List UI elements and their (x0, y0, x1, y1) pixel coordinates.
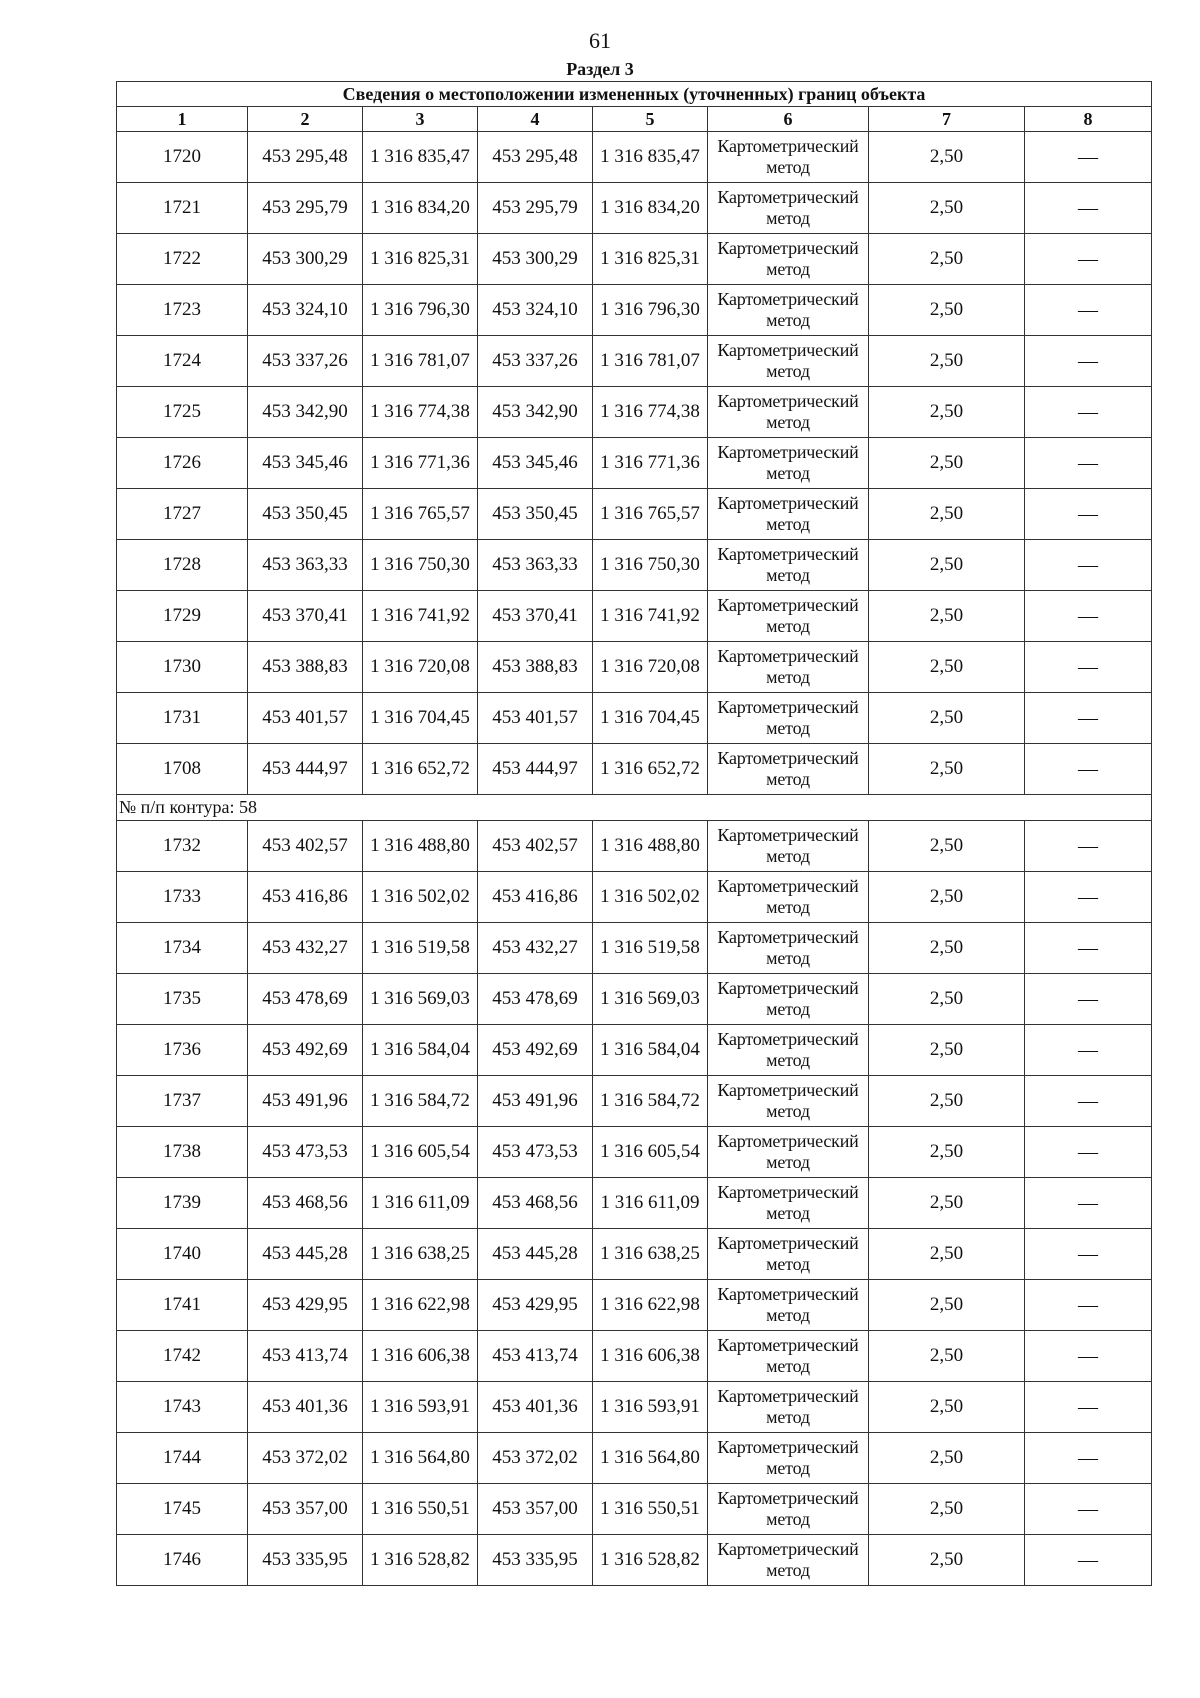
x-existing-cell: 453 357,00 (248, 1484, 363, 1535)
x-new-cell: 453 401,57 (478, 693, 593, 744)
method-cell: Картометрический метод (708, 438, 869, 489)
table-row (117, 642, 1152, 693)
y-existing-cell: 1 316 502,02 (363, 872, 478, 923)
column-number-row (117, 107, 1152, 132)
point-number-cell: 1720 (117, 132, 248, 183)
y-existing-cell: 1 316 605,54 (363, 1127, 478, 1178)
table-row (117, 489, 1152, 540)
point-number-cell: 1745 (117, 1484, 248, 1535)
column-number: 7 (869, 107, 1025, 132)
x-new-cell: 453 388,83 (478, 642, 593, 693)
accuracy-cell: 2,50 (869, 1382, 1025, 1433)
note-cell: — (1025, 438, 1152, 489)
y-existing-cell: 1 316 611,09 (363, 1178, 478, 1229)
x-existing-cell: 453 478,69 (248, 974, 363, 1025)
y-existing-cell: 1 316 584,04 (363, 1025, 478, 1076)
column-number: 8 (1025, 107, 1152, 132)
accuracy-cell: 2,50 (869, 132, 1025, 183)
note-cell: — (1025, 693, 1152, 744)
x-new-cell: 453 357,00 (478, 1484, 593, 1535)
y-new-cell: 1 316 593,91 (593, 1382, 708, 1433)
y-new-cell: 1 316 835,47 (593, 132, 708, 183)
y-existing-cell: 1 316 488,80 (363, 821, 478, 872)
note-cell: — (1025, 132, 1152, 183)
y-new-cell: 1 316 622,98 (593, 1280, 708, 1331)
point-number-cell: 1736 (117, 1025, 248, 1076)
note-cell: — (1025, 1076, 1152, 1127)
point-number-cell: 1732 (117, 821, 248, 872)
point-number-cell: 1741 (117, 1280, 248, 1331)
x-new-cell: 453 363,33 (478, 540, 593, 591)
note-cell: — (1025, 1382, 1152, 1433)
method-cell: Картометрический метод (708, 693, 869, 744)
column-number: 4 (478, 107, 593, 132)
x-existing-cell: 453 401,57 (248, 693, 363, 744)
y-new-cell: 1 316 796,30 (593, 285, 708, 336)
point-number-cell: 1730 (117, 642, 248, 693)
y-existing-cell: 1 316 564,80 (363, 1433, 478, 1484)
accuracy-cell: 2,50 (869, 872, 1025, 923)
note-cell: — (1025, 285, 1152, 336)
y-new-cell: 1 316 771,36 (593, 438, 708, 489)
y-existing-cell: 1 316 638,25 (363, 1229, 478, 1280)
y-new-cell: 1 316 825,31 (593, 234, 708, 285)
accuracy-cell: 2,50 (869, 438, 1025, 489)
x-existing-cell: 453 295,79 (248, 183, 363, 234)
note-cell: — (1025, 1484, 1152, 1535)
table-row (117, 872, 1152, 923)
method-cell: Картометрический метод (708, 1535, 869, 1586)
y-new-cell: 1 316 720,08 (593, 642, 708, 693)
note-cell: — (1025, 234, 1152, 285)
accuracy-cell: 2,50 (869, 974, 1025, 1025)
method-cell: Картометрический метод (708, 1331, 869, 1382)
method-cell: Картометрический метод (708, 540, 869, 591)
y-new-cell: 1 316 502,02 (593, 872, 708, 923)
note-cell: — (1025, 1127, 1152, 1178)
accuracy-cell: 2,50 (869, 489, 1025, 540)
x-existing-cell: 453 363,33 (248, 540, 363, 591)
column-number: 3 (363, 107, 478, 132)
point-number-cell: 1744 (117, 1433, 248, 1484)
y-existing-cell: 1 316 835,47 (363, 132, 478, 183)
method-cell: Картометрический метод (708, 1076, 869, 1127)
x-new-cell: 453 444,97 (478, 744, 593, 795)
table-row (117, 1382, 1152, 1433)
point-number-cell: 1728 (117, 540, 248, 591)
table-row (117, 1484, 1152, 1535)
method-cell: Картометрический метод (708, 132, 869, 183)
x-new-cell: 453 413,74 (478, 1331, 593, 1382)
x-new-cell: 453 324,10 (478, 285, 593, 336)
accuracy-cell: 2,50 (869, 1484, 1025, 1535)
column-number: 5 (593, 107, 708, 132)
y-existing-cell: 1 316 704,45 (363, 693, 478, 744)
table-row (117, 1025, 1152, 1076)
x-new-cell: 453 335,95 (478, 1535, 593, 1586)
note-cell: — (1025, 591, 1152, 642)
x-existing-cell: 453 388,83 (248, 642, 363, 693)
point-number-cell: 1731 (117, 693, 248, 744)
note-cell: — (1025, 336, 1152, 387)
point-number-cell: 1739 (117, 1178, 248, 1229)
x-new-cell: 453 350,45 (478, 489, 593, 540)
x-new-cell: 453 370,41 (478, 591, 593, 642)
y-existing-cell: 1 316 569,03 (363, 974, 478, 1025)
method-cell: Картометрический метод (708, 974, 869, 1025)
y-new-cell: 1 316 774,38 (593, 387, 708, 438)
method-cell: Картометрический метод (708, 1280, 869, 1331)
x-new-cell: 453 416,86 (478, 872, 593, 923)
y-existing-cell: 1 316 622,98 (363, 1280, 478, 1331)
note-cell: — (1025, 744, 1152, 795)
table-caption-row (117, 82, 1152, 107)
x-existing-cell: 453 473,53 (248, 1127, 363, 1178)
x-existing-cell: 453 401,36 (248, 1382, 363, 1433)
x-existing-cell: 453 444,97 (248, 744, 363, 795)
table-row (117, 387, 1152, 438)
accuracy-cell: 2,50 (869, 591, 1025, 642)
method-cell: Картометрический метод (708, 872, 869, 923)
x-new-cell: 453 300,29 (478, 234, 593, 285)
y-new-cell: 1 316 488,80 (593, 821, 708, 872)
method-cell: Картометрический метод (708, 285, 869, 336)
method-cell: Картометрический метод (708, 1382, 869, 1433)
note-cell: — (1025, 872, 1152, 923)
x-existing-cell: 453 372,02 (248, 1433, 363, 1484)
method-cell: Картометрический метод (708, 821, 869, 872)
y-new-cell: 1 316 584,72 (593, 1076, 708, 1127)
accuracy-cell: 2,50 (869, 642, 1025, 693)
accuracy-cell: 2,50 (869, 1535, 1025, 1586)
point-number-cell: 1737 (117, 1076, 248, 1127)
accuracy-cell: 2,50 (869, 234, 1025, 285)
method-cell: Картометрический метод (708, 1127, 869, 1178)
x-existing-cell: 453 491,96 (248, 1076, 363, 1127)
table-row (117, 132, 1152, 183)
x-existing-cell: 453 370,41 (248, 591, 363, 642)
x-new-cell: 453 473,53 (478, 1127, 593, 1178)
x-existing-cell: 453 492,69 (248, 1025, 363, 1076)
point-number-cell: 1721 (117, 183, 248, 234)
note-cell: — (1025, 1433, 1152, 1484)
point-number-cell: 1729 (117, 591, 248, 642)
accuracy-cell: 2,50 (869, 183, 1025, 234)
table-row (117, 923, 1152, 974)
accuracy-cell: 2,50 (869, 744, 1025, 795)
y-existing-cell: 1 316 774,38 (363, 387, 478, 438)
accuracy-cell: 2,50 (869, 540, 1025, 591)
note-cell: — (1025, 923, 1152, 974)
y-new-cell: 1 316 704,45 (593, 693, 708, 744)
accuracy-cell: 2,50 (869, 1433, 1025, 1484)
point-number-cell: 1742 (117, 1331, 248, 1382)
y-existing-cell: 1 316 606,38 (363, 1331, 478, 1382)
point-number-cell: 1708 (117, 744, 248, 795)
table-row (117, 1535, 1152, 1586)
table-row (117, 1331, 1152, 1382)
table-caption: Сведения о местоположении измененных (уточненных) границ объекта (117, 82, 1152, 107)
y-new-cell: 1 316 781,07 (593, 336, 708, 387)
table-row (117, 591, 1152, 642)
y-new-cell: 1 316 765,57 (593, 489, 708, 540)
y-new-cell: 1 316 550,51 (593, 1484, 708, 1535)
y-existing-cell: 1 316 771,36 (363, 438, 478, 489)
note-cell: — (1025, 489, 1152, 540)
x-new-cell: 453 478,69 (478, 974, 593, 1025)
method-cell: Картометрический метод (708, 1229, 869, 1280)
point-number-cell: 1725 (117, 387, 248, 438)
x-new-cell: 453 372,02 (478, 1433, 593, 1484)
method-cell: Картометрический метод (708, 1025, 869, 1076)
accuracy-cell: 2,50 (869, 1076, 1025, 1127)
y-new-cell: 1 316 569,03 (593, 974, 708, 1025)
section-title: Раздел 3 (566, 59, 634, 79)
point-number-cell: 1723 (117, 285, 248, 336)
method-cell: Картометрический метод (708, 1433, 869, 1484)
note-cell: — (1025, 183, 1152, 234)
x-existing-cell: 453 350,45 (248, 489, 363, 540)
x-new-cell: 453 295,79 (478, 183, 593, 234)
note-cell: — (1025, 1025, 1152, 1076)
x-existing-cell: 453 295,48 (248, 132, 363, 183)
method-cell: Картометрический метод (708, 183, 869, 234)
method-cell: Картометрический метод (708, 744, 869, 795)
contour-row (117, 795, 1152, 821)
note-cell: — (1025, 387, 1152, 438)
x-new-cell: 453 445,28 (478, 1229, 593, 1280)
method-cell: Картометрический метод (708, 234, 869, 285)
y-new-cell: 1 316 605,54 (593, 1127, 708, 1178)
table-row (117, 1433, 1152, 1484)
x-existing-cell: 453 416,86 (248, 872, 363, 923)
point-number-cell: 1734 (117, 923, 248, 974)
table-row (117, 1229, 1152, 1280)
note-cell: — (1025, 1178, 1152, 1229)
table-row (117, 821, 1152, 872)
note-cell: — (1025, 1229, 1152, 1280)
point-number-cell: 1722 (117, 234, 248, 285)
note-cell: — (1025, 821, 1152, 872)
accuracy-cell: 2,50 (869, 1229, 1025, 1280)
table-row (117, 336, 1152, 387)
note-cell: — (1025, 540, 1152, 591)
contour-label: № п/п контура: 58 (117, 795, 1152, 821)
x-new-cell: 453 295,48 (478, 132, 593, 183)
x-existing-cell: 453 402,57 (248, 821, 363, 872)
point-number-cell: 1726 (117, 438, 248, 489)
note-cell: — (1025, 1535, 1152, 1586)
method-cell: Картометрический метод (708, 1484, 869, 1535)
method-cell: Картометрический метод (708, 387, 869, 438)
method-cell: Картометрический метод (708, 489, 869, 540)
column-number: 6 (708, 107, 869, 132)
table-row (117, 540, 1152, 591)
x-new-cell: 453 468,56 (478, 1178, 593, 1229)
table-row (117, 1280, 1152, 1331)
point-number-cell: 1724 (117, 336, 248, 387)
table-row (117, 1178, 1152, 1229)
y-new-cell: 1 316 564,80 (593, 1433, 708, 1484)
x-existing-cell: 453 342,90 (248, 387, 363, 438)
table-row (117, 1127, 1152, 1178)
coordinates-table (116, 81, 1152, 1586)
x-new-cell: 453 401,36 (478, 1382, 593, 1433)
y-existing-cell: 1 316 550,51 (363, 1484, 478, 1535)
x-existing-cell: 453 337,26 (248, 336, 363, 387)
y-existing-cell: 1 316 741,92 (363, 591, 478, 642)
accuracy-cell: 2,50 (869, 923, 1025, 974)
accuracy-cell: 2,50 (869, 285, 1025, 336)
x-existing-cell: 453 324,10 (248, 285, 363, 336)
y-new-cell: 1 316 834,20 (593, 183, 708, 234)
table-row (117, 693, 1152, 744)
point-number-cell: 1740 (117, 1229, 248, 1280)
y-new-cell: 1 316 652,72 (593, 744, 708, 795)
point-number-cell: 1727 (117, 489, 248, 540)
x-existing-cell: 453 445,28 (248, 1229, 363, 1280)
y-new-cell: 1 316 741,92 (593, 591, 708, 642)
y-new-cell: 1 316 638,25 (593, 1229, 708, 1280)
accuracy-cell: 2,50 (869, 1280, 1025, 1331)
table-row (117, 438, 1152, 489)
y-new-cell: 1 316 750,30 (593, 540, 708, 591)
accuracy-cell: 2,50 (869, 693, 1025, 744)
note-cell: — (1025, 1280, 1152, 1331)
x-new-cell: 453 402,57 (478, 821, 593, 872)
x-new-cell: 453 337,26 (478, 336, 593, 387)
note-cell: — (1025, 974, 1152, 1025)
accuracy-cell: 2,50 (869, 1178, 1025, 1229)
x-new-cell: 453 491,96 (478, 1076, 593, 1127)
y-existing-cell: 1 316 781,07 (363, 336, 478, 387)
table-row (117, 234, 1152, 285)
x-new-cell: 453 345,46 (478, 438, 593, 489)
point-number-cell: 1733 (117, 872, 248, 923)
y-existing-cell: 1 316 720,08 (363, 642, 478, 693)
x-existing-cell: 453 429,95 (248, 1280, 363, 1331)
accuracy-cell: 2,50 (869, 1025, 1025, 1076)
x-new-cell: 453 429,95 (478, 1280, 593, 1331)
y-existing-cell: 1 316 834,20 (363, 183, 478, 234)
x-existing-cell: 453 300,29 (248, 234, 363, 285)
y-existing-cell: 1 316 528,82 (363, 1535, 478, 1586)
y-existing-cell: 1 316 593,91 (363, 1382, 478, 1433)
accuracy-cell: 2,50 (869, 336, 1025, 387)
y-existing-cell: 1 316 652,72 (363, 744, 478, 795)
x-existing-cell: 453 345,46 (248, 438, 363, 489)
x-existing-cell: 453 413,74 (248, 1331, 363, 1382)
y-existing-cell: 1 316 825,31 (363, 234, 478, 285)
accuracy-cell: 2,50 (869, 387, 1025, 438)
x-new-cell: 453 492,69 (478, 1025, 593, 1076)
x-existing-cell: 453 468,56 (248, 1178, 363, 1229)
accuracy-cell: 2,50 (869, 1127, 1025, 1178)
column-number: 1 (117, 107, 248, 132)
method-cell: Картометрический метод (708, 336, 869, 387)
y-existing-cell: 1 316 750,30 (363, 540, 478, 591)
point-number-cell: 1743 (117, 1382, 248, 1433)
method-cell: Картометрический метод (708, 642, 869, 693)
y-new-cell: 1 316 606,38 (593, 1331, 708, 1382)
page-number: 61 (589, 28, 611, 53)
table-row (117, 974, 1152, 1025)
note-cell: — (1025, 642, 1152, 693)
y-existing-cell: 1 316 519,58 (363, 923, 478, 974)
x-new-cell: 453 432,27 (478, 923, 593, 974)
table-row (117, 285, 1152, 336)
y-existing-cell: 1 316 584,72 (363, 1076, 478, 1127)
y-new-cell: 1 316 519,58 (593, 923, 708, 974)
point-number-cell: 1735 (117, 974, 248, 1025)
table-row (117, 183, 1152, 234)
point-number-cell: 1738 (117, 1127, 248, 1178)
y-existing-cell: 1 316 765,57 (363, 489, 478, 540)
method-cell: Картометрический метод (708, 1178, 869, 1229)
accuracy-cell: 2,50 (869, 1331, 1025, 1382)
y-new-cell: 1 316 584,04 (593, 1025, 708, 1076)
x-new-cell: 453 342,90 (478, 387, 593, 438)
column-number: 2 (248, 107, 363, 132)
method-cell: Картометрический метод (708, 923, 869, 974)
table-body (117, 132, 1152, 1586)
x-existing-cell: 453 335,95 (248, 1535, 363, 1586)
table-row (117, 1076, 1152, 1127)
y-new-cell: 1 316 611,09 (593, 1178, 708, 1229)
y-existing-cell: 1 316 796,30 (363, 285, 478, 336)
x-existing-cell: 453 432,27 (248, 923, 363, 974)
table-row (117, 744, 1152, 795)
point-number-cell: 1746 (117, 1535, 248, 1586)
note-cell: — (1025, 1331, 1152, 1382)
accuracy-cell: 2,50 (869, 821, 1025, 872)
method-cell: Картометрический метод (708, 591, 869, 642)
y-new-cell: 1 316 528,82 (593, 1535, 708, 1586)
